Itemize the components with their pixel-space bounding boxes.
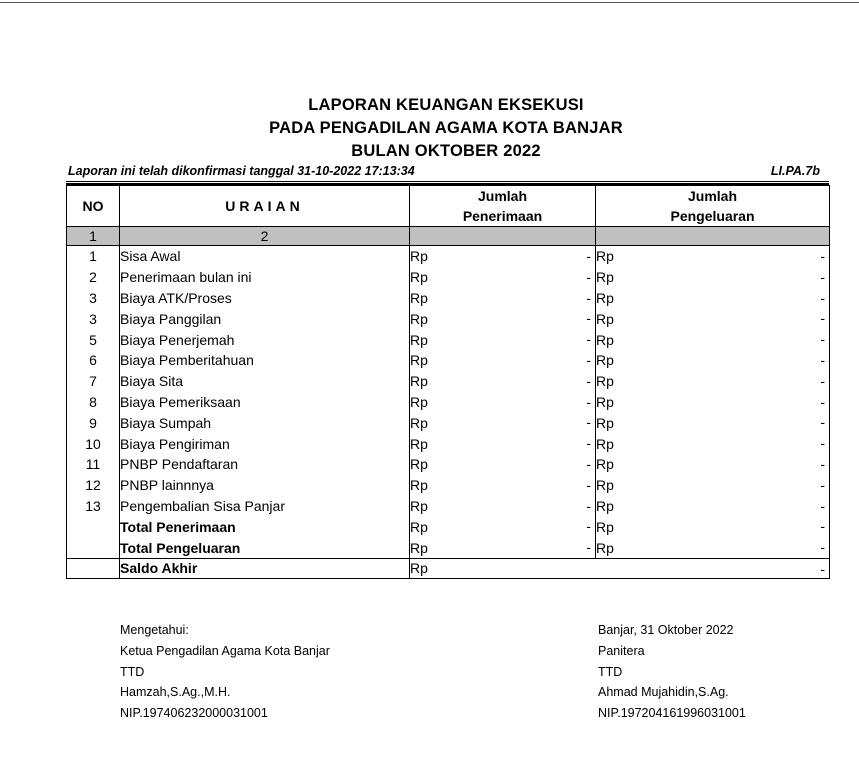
row-pengeluaran [596,537,830,558]
penerimaan-value: - [586,497,591,514]
penerimaan-value: - [586,289,591,306]
column-number-2: 2 [120,227,410,246]
row-description: Biaya ATK/Proses [120,288,410,309]
currency-label: Rp [410,518,428,535]
currency-label: Rp [410,331,428,348]
currency-label: Rp [410,456,428,473]
report-code: LI.PA.7b [770,164,820,178]
pengeluaran-value: - [820,518,825,535]
row-description: Biaya Sita [120,371,410,392]
currency-label: Rp [410,477,428,494]
row-pengeluaran [596,308,830,329]
header-uraian: URAIAN [120,186,410,227]
pengeluaran-value: - [820,455,825,472]
column-number-row [67,227,830,246]
row-pengeluaran [596,454,830,475]
row-penerimaan [410,308,596,329]
table-row [67,433,830,454]
currency-label: Rp [596,539,614,556]
row-number: 5 [67,329,120,350]
row-penerimaan [410,392,596,413]
currency-label: Rp [410,414,428,431]
row-number: 7 [67,371,120,392]
currency-label: Rp [596,518,614,535]
table-row [67,267,830,288]
pengeluaran-value: - [820,435,825,452]
table-row [67,412,830,433]
row-description: Total Pengeluaran [120,537,410,558]
sig-right-name: Ahmad Mujahidin,S.Ag. [598,685,729,700]
table-row [67,288,830,309]
sig-right-position: Panitera [598,643,645,658]
row-pengeluaran [596,496,830,517]
row-description: Biaya Sumpah [120,412,410,433]
currency-label: Rp [410,352,428,369]
row-penerimaan [410,454,596,475]
row-number [67,516,120,537]
currency-label: Rp [596,393,614,410]
table-row [67,246,830,267]
pengeluaran-value: - [820,476,825,493]
currency-label: Rp [410,269,428,286]
currency-label: Rp [410,310,428,327]
table-row [67,371,830,392]
pengeluaran-value: - [820,310,825,327]
currency-label: Rp [410,393,428,410]
sig-left-acknowledged: Mengetahui: [120,623,189,637]
finance-table [66,185,830,579]
currency-label: Rp [596,456,614,473]
table-row [67,350,830,371]
pengeluaran-value: - [820,539,825,556]
row-description: Biaya Pengiriman [120,433,410,454]
currency-label: Rp [410,539,428,556]
row-penerimaan [410,412,596,433]
header-penerimaan [410,186,596,227]
row-number: 11 [67,454,120,475]
currency-label: Rp [410,435,428,452]
header-penerimaan-line1: Jumlah [477,188,527,204]
currency-label: Rp [596,477,614,494]
currency-label: Rp [596,331,614,348]
currency-label: Rp [410,560,428,577]
row-description: Biaya Pemeriksaan [120,392,410,413]
header-rule-thin [66,181,829,182]
row-penerimaan [410,371,596,392]
penerimaan-value: - [586,539,591,556]
row-pengeluaran [596,516,830,537]
penerimaan-value: - [586,372,591,389]
row-pengeluaran [596,433,830,454]
saldo-label: Saldo Akhir [120,558,410,578]
table-row [67,496,830,517]
penerimaan-value: - [586,476,591,493]
row-description: Biaya Panggilan [120,308,410,329]
table-row [67,308,830,329]
row-penerimaan [410,246,596,267]
penerimaan-value: - [586,331,591,348]
row-description: Pengembalian Sisa Panjar [120,496,410,517]
row-number: 8 [67,392,120,413]
row-penerimaan [410,350,596,371]
report-title: LAPORAN KEUANGAN EKSEKUSI [308,96,584,114]
row-pengeluaran [596,475,830,496]
column-number-empty [410,227,596,246]
row-penerimaan [410,288,596,309]
currency-label: Rp [596,497,614,514]
row-number: 13 [67,496,120,517]
sig-left-position: Ketua Pengadilan Agama Kota Banjar [120,643,330,658]
row-penerimaan [410,496,596,517]
sig-right-place-date: Banjar, 31 Oktober 2022 [598,623,734,637]
row-description: PNBP lainnnya [120,475,410,496]
row-number: 2 [67,267,120,288]
saldo-value: - [820,560,825,577]
penerimaan-value: - [586,414,591,431]
currency-label: Rp [596,269,614,286]
currency-label: Rp [596,248,614,265]
penerimaan-value: - [586,455,591,472]
row-penerimaan [410,537,596,558]
row-description: Biaya Penerjemah [120,329,410,350]
sig-left-ttd: TTD [120,664,145,679]
row-description: Sisa Awal [120,246,410,267]
pengeluaran-value: - [820,331,825,348]
row-number: 9 [67,412,120,433]
pengeluaran-value: - [820,351,825,368]
sig-left-nip: NIP.197406232000031001 [120,706,268,721]
currency-label: Rp [596,352,614,369]
table-row [67,475,830,496]
saldo-amount [410,558,830,578]
pengeluaran-value: - [820,268,825,285]
column-number-1: 1 [67,227,120,246]
pengeluaran-value: - [820,393,825,410]
table-row [67,392,830,413]
sig-right-nip: NIP.197204161996031001 [598,706,746,721]
row-number: 3 [67,288,120,309]
row-pengeluaran [596,246,830,267]
penerimaan-value: - [586,518,591,535]
row-description: Biaya Pemberitahuan [120,350,410,371]
currency-label: Rp [596,414,614,431]
currency-label: Rp [596,289,614,306]
signature-left [120,620,330,724]
row-pengeluaran [596,392,830,413]
sig-right-ttd: TTD [598,664,623,679]
confirmation-note: Laporan ini telah dikonfirmasi tanggal 31-10-2022 17:13:34 [68,164,415,178]
row-number [67,537,120,558]
penerimaan-value: - [586,248,591,264]
table-row [67,516,830,537]
row-penerimaan [410,516,596,537]
row-number: 1 [67,246,120,267]
currency-label: Rp [410,248,428,265]
sig-left-name: Hamzah,S.Ag.,M.H. [120,685,231,700]
penerimaan-value: - [586,268,591,285]
currency-label: Rp [596,373,614,390]
header-pengeluaran-line2: Pengeluaran [670,208,755,224]
report-period: BULAN OKTOBER 2022 [351,142,541,160]
pengeluaran-value: - [820,497,825,514]
saldo-no-empty [67,558,120,578]
currency-label: Rp [410,497,428,514]
table-row [67,454,830,475]
pengeluaran-value: - [820,248,825,264]
row-pengeluaran [596,371,830,392]
pengeluaran-value: - [820,414,825,431]
table-row [67,329,830,350]
header-no: NO [67,186,120,227]
currency-label: Rp [410,373,428,390]
currency-label: Rp [410,289,428,306]
penerimaan-value: - [586,435,591,452]
row-description: Total Penerimaan [120,516,410,537]
row-pengeluaran [596,329,830,350]
saldo-row [67,558,830,578]
header-pengeluaran [596,186,830,227]
row-pengeluaran [596,288,830,309]
row-pengeluaran [596,412,830,433]
row-description: Penerimaan bulan ini [120,267,410,288]
table-row [67,537,830,558]
header-pengeluaran-line1: Jumlah [687,188,737,204]
penerimaan-value: - [586,351,591,368]
top-border-line [0,2,859,3]
row-pengeluaran [596,267,830,288]
table-header-row [67,186,830,227]
pengeluaran-value: - [820,289,825,306]
row-penerimaan [410,267,596,288]
row-number: 10 [67,433,120,454]
signature-right [598,620,746,724]
row-number: 6 [67,350,120,371]
currency-label: Rp [596,310,614,327]
header-penerimaan-line2: Penerimaan [462,208,543,224]
report-subtitle: PADA PENGADILAN AGAMA KOTA BANJAR [269,119,623,137]
row-penerimaan [410,475,596,496]
row-penerimaan [410,433,596,454]
row-number: 12 [67,475,120,496]
row-description: PNBP Pendaftaran [120,454,410,475]
row-penerimaan [410,329,596,350]
column-number-empty [596,227,830,246]
penerimaan-value: - [586,310,591,327]
row-number: 3 [67,308,120,329]
pengeluaran-value: - [820,372,825,389]
row-pengeluaran [596,350,830,371]
currency-label: Rp [596,435,614,452]
penerimaan-value: - [586,393,591,410]
